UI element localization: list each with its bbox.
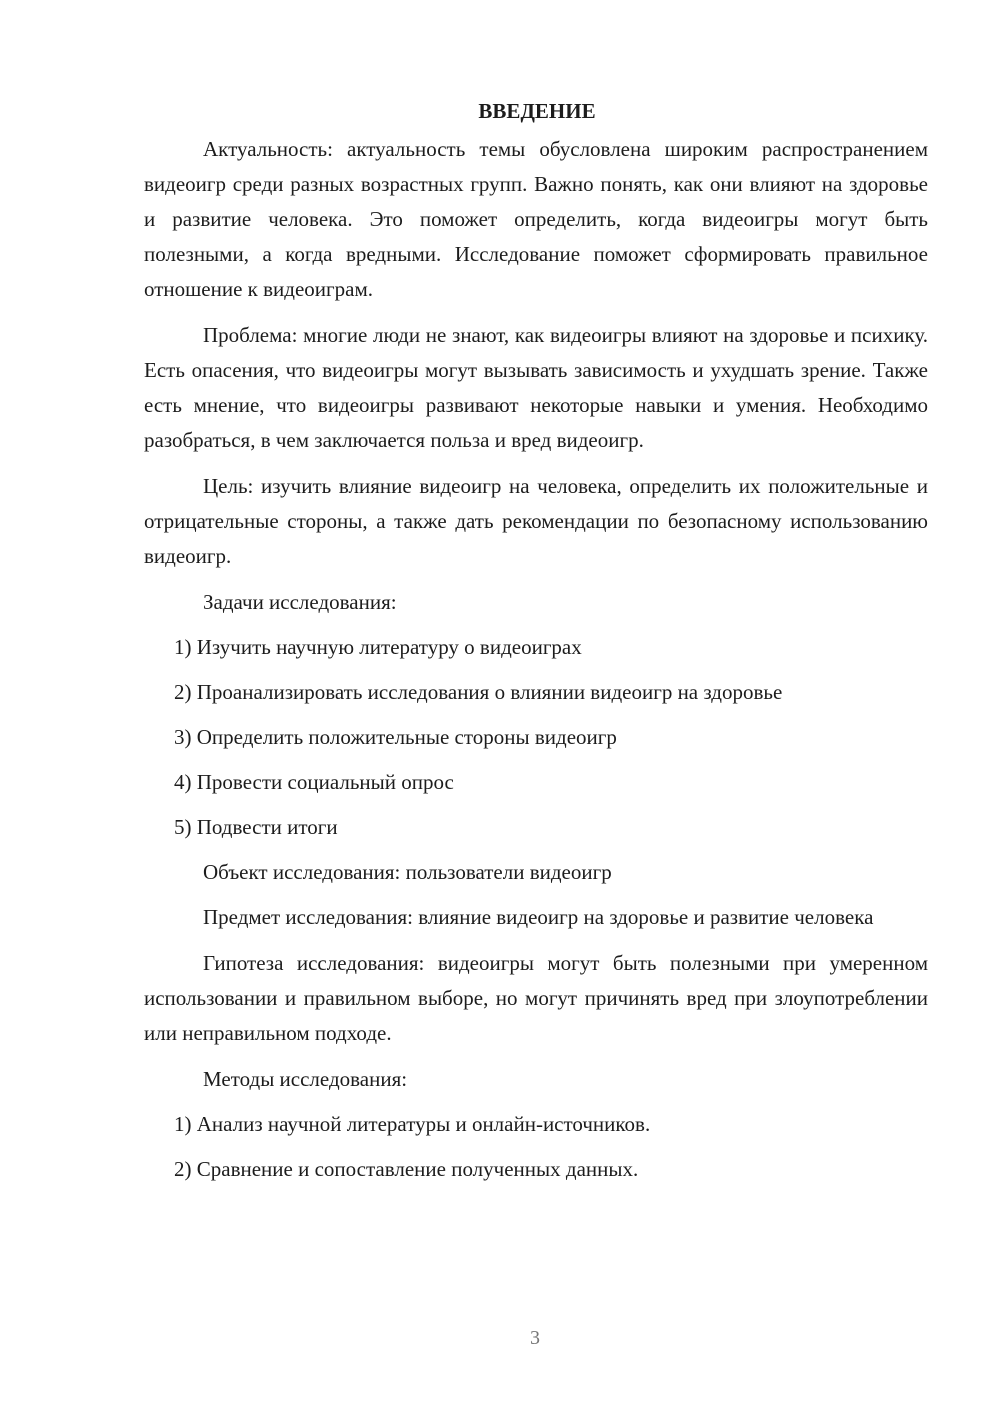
task-item: 5) Подвести итоги <box>174 815 338 839</box>
subject-paragraph: Предмет исследования: влияние видеоигр на здоровье и развитие человека <box>203 905 874 929</box>
hypothesis-paragraph: Гипотеза исследования: видеоигры могут быть полезными при умеренном использовании и правильном выборе, но могут причинять вред при злоупотреблении или неправильном подходе. <box>144 951 928 1045</box>
task-item: 1) Изучить научную литературу о видеоиграх <box>174 635 582 659</box>
relevance-paragraph: Актуальность: актуальность темы обусловлена широким распространением видеоигр среди разных возрастных групп. Важно понять, как они влияют на здоровье и развитие человека. Это поможет определить, когда видеоигры могут быть полезными, а когда вредными. Исследование поможет сформировать правильное отношение к видеоиграм. <box>144 137 928 301</box>
tasks-heading: Задачи исследования: <box>203 590 397 614</box>
object-line: Объект исследования: пользователи видеоигр <box>203 860 612 884</box>
goal-paragraph: Цель: изучить влияние видеоигр на человека, определить их положительные и отрицательные стороны, а также дать рекомендации по безопасному использованию видеоигр. <box>144 474 928 568</box>
task-item: 4) Провести социальный опрос <box>174 770 454 794</box>
method-item: 1) Анализ научной литературы и онлайн-источников. <box>174 1112 651 1136</box>
page-number: 3 <box>530 1327 540 1349</box>
section-title: ВВЕДЕНИЕ <box>478 99 596 123</box>
method-item: 2) Сравнение и сопоставление полученных данных. <box>174 1157 639 1181</box>
task-item: 3) Определить положительные стороны видеоигр <box>174 725 617 749</box>
page-content <box>144 96 928 1197</box>
task-item: 2) Проанализировать исследования о влиянии видеоигр на здоровье <box>174 680 783 704</box>
methods-heading: Методы исследования: <box>203 1067 408 1091</box>
problem-paragraph: Проблема: многие люди не знают, как видеоигры влияют на здоровье и психику. Есть опасения, что видеоигры могут вызывать зависимость и ухудшать зрение. Также есть мнение, что видеоигры развивают некоторые навыки и умения. Необходимо разобраться, в чем заключается польза и вред видеоигр. <box>144 323 928 452</box>
